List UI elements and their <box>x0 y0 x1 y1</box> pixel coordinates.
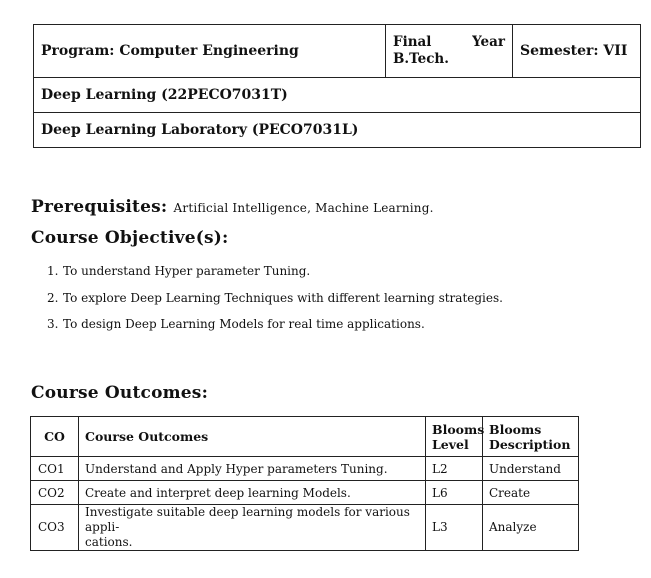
co-id: CO3 <box>31 505 79 551</box>
prerequisites-heading: Prerequisites: <box>31 197 168 217</box>
objectives-list <box>47 258 503 338</box>
blooms-description: Understand <box>483 457 579 481</box>
outcome-text: Understand and Apply Hyper parameters Tuning. <box>79 457 426 481</box>
co-id: CO1 <box>31 457 79 481</box>
course-outcomes-table <box>30 416 579 551</box>
header-row-lab <box>34 113 641 148</box>
description-column-header: Blooms Description <box>483 417 579 457</box>
course-name-cell: Deep Learning (22PECO7031T) <box>34 78 641 113</box>
objective-item: 2. To explore Deep Learning Techniques with different learning strategies. <box>47 290 503 305</box>
objective-item: 3. To design Deep Learning Models for real time applications. <box>47 317 425 331</box>
table-row <box>31 457 579 481</box>
blooms-description: Create <box>483 481 579 505</box>
co-id: CO2 <box>31 481 79 505</box>
outcomes-heading: Course Outcomes: <box>31 383 209 403</box>
outcome-column-header: Course Outcomes <box>79 417 426 457</box>
table-row <box>31 505 579 551</box>
program-cell: Program: Computer Engineering <box>34 25 386 78</box>
objective-item: 1. To understand Hyper parameter Tuning. <box>47 264 311 278</box>
course-header-table <box>33 24 641 148</box>
blooms-description: Analyze <box>483 505 579 551</box>
level-column-header: Blooms Level <box>426 417 483 457</box>
outcome-text: Create and interpret deep learning Models. <box>79 481 426 505</box>
year-word-final: Final <box>393 34 432 50</box>
year-word-year: Year <box>472 34 505 50</box>
prerequisites-line <box>31 197 434 217</box>
year-cell <box>386 25 513 78</box>
co-column-header: CO <box>31 417 79 457</box>
prerequisites-text: Artificial Intelligence, Machine Learning. <box>173 201 434 215</box>
header-row-program <box>34 25 641 78</box>
year-degree: B.Tech. <box>393 51 449 67</box>
header-row-course <box>34 78 641 113</box>
outcome-text: Investigate suitable deep learning models for various appli- cations. <box>79 505 426 551</box>
blooms-level: L3 <box>426 505 483 551</box>
semester-cell: Semester: VII <box>513 25 641 78</box>
lab-name-cell: Deep Learning Laboratory (PECO7031L) <box>34 113 641 148</box>
blooms-level: L2 <box>426 457 483 481</box>
blooms-level: L6 <box>426 481 483 505</box>
objectives-heading: Course Objective(s): <box>31 228 229 248</box>
table-row <box>31 481 579 505</box>
table-header-row <box>31 417 579 457</box>
